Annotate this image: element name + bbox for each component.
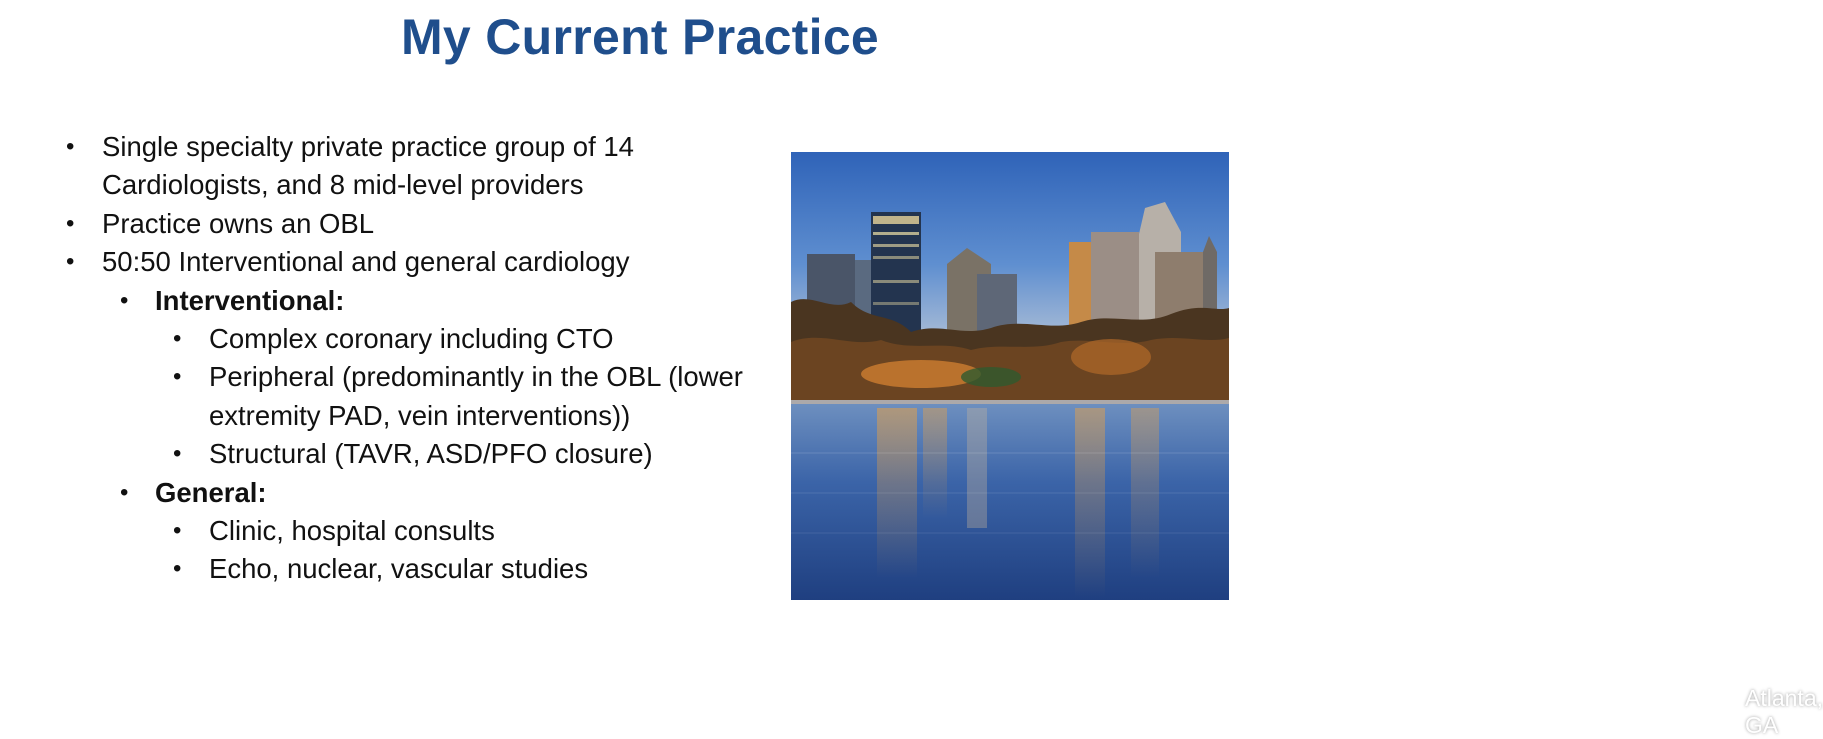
photo-caption: Atlanta, GA: [1745, 685, 1823, 738]
subheading-general: • General:: [66, 474, 746, 512]
bullet-owns-obl: • Practice owns an OBL: [66, 205, 746, 243]
city-skyline-photo: [791, 152, 1823, 738]
list-item-clinic: • Clinic, hospital consults: [66, 512, 746, 550]
list-item-coronary: • Complex coronary including CTO: [66, 320, 746, 358]
list-item-studies: • Echo, nuclear, vascular studies: [66, 550, 746, 588]
bullet-list: [66, 128, 746, 589]
skyline-illustration: [791, 152, 1229, 600]
list-item-structural: • Structural (TAVR, ASD/PFO closure): [66, 435, 746, 473]
list-item-peripheral: • Peripheral (predominantly in the OBL (lower extremity PAD, vein interventions)): [66, 358, 746, 435]
bullet-practice-group: • Single specialty private practice group of 14 Cardiologists, and 8 mid-level providers: [66, 128, 746, 205]
slide-title: My Current Practice: [400, 9, 880, 65]
bullet-practice-split: • 50:50 Interventional and general cardiology: [66, 243, 746, 281]
subheading-interventional: • Interventional:: [66, 282, 746, 320]
